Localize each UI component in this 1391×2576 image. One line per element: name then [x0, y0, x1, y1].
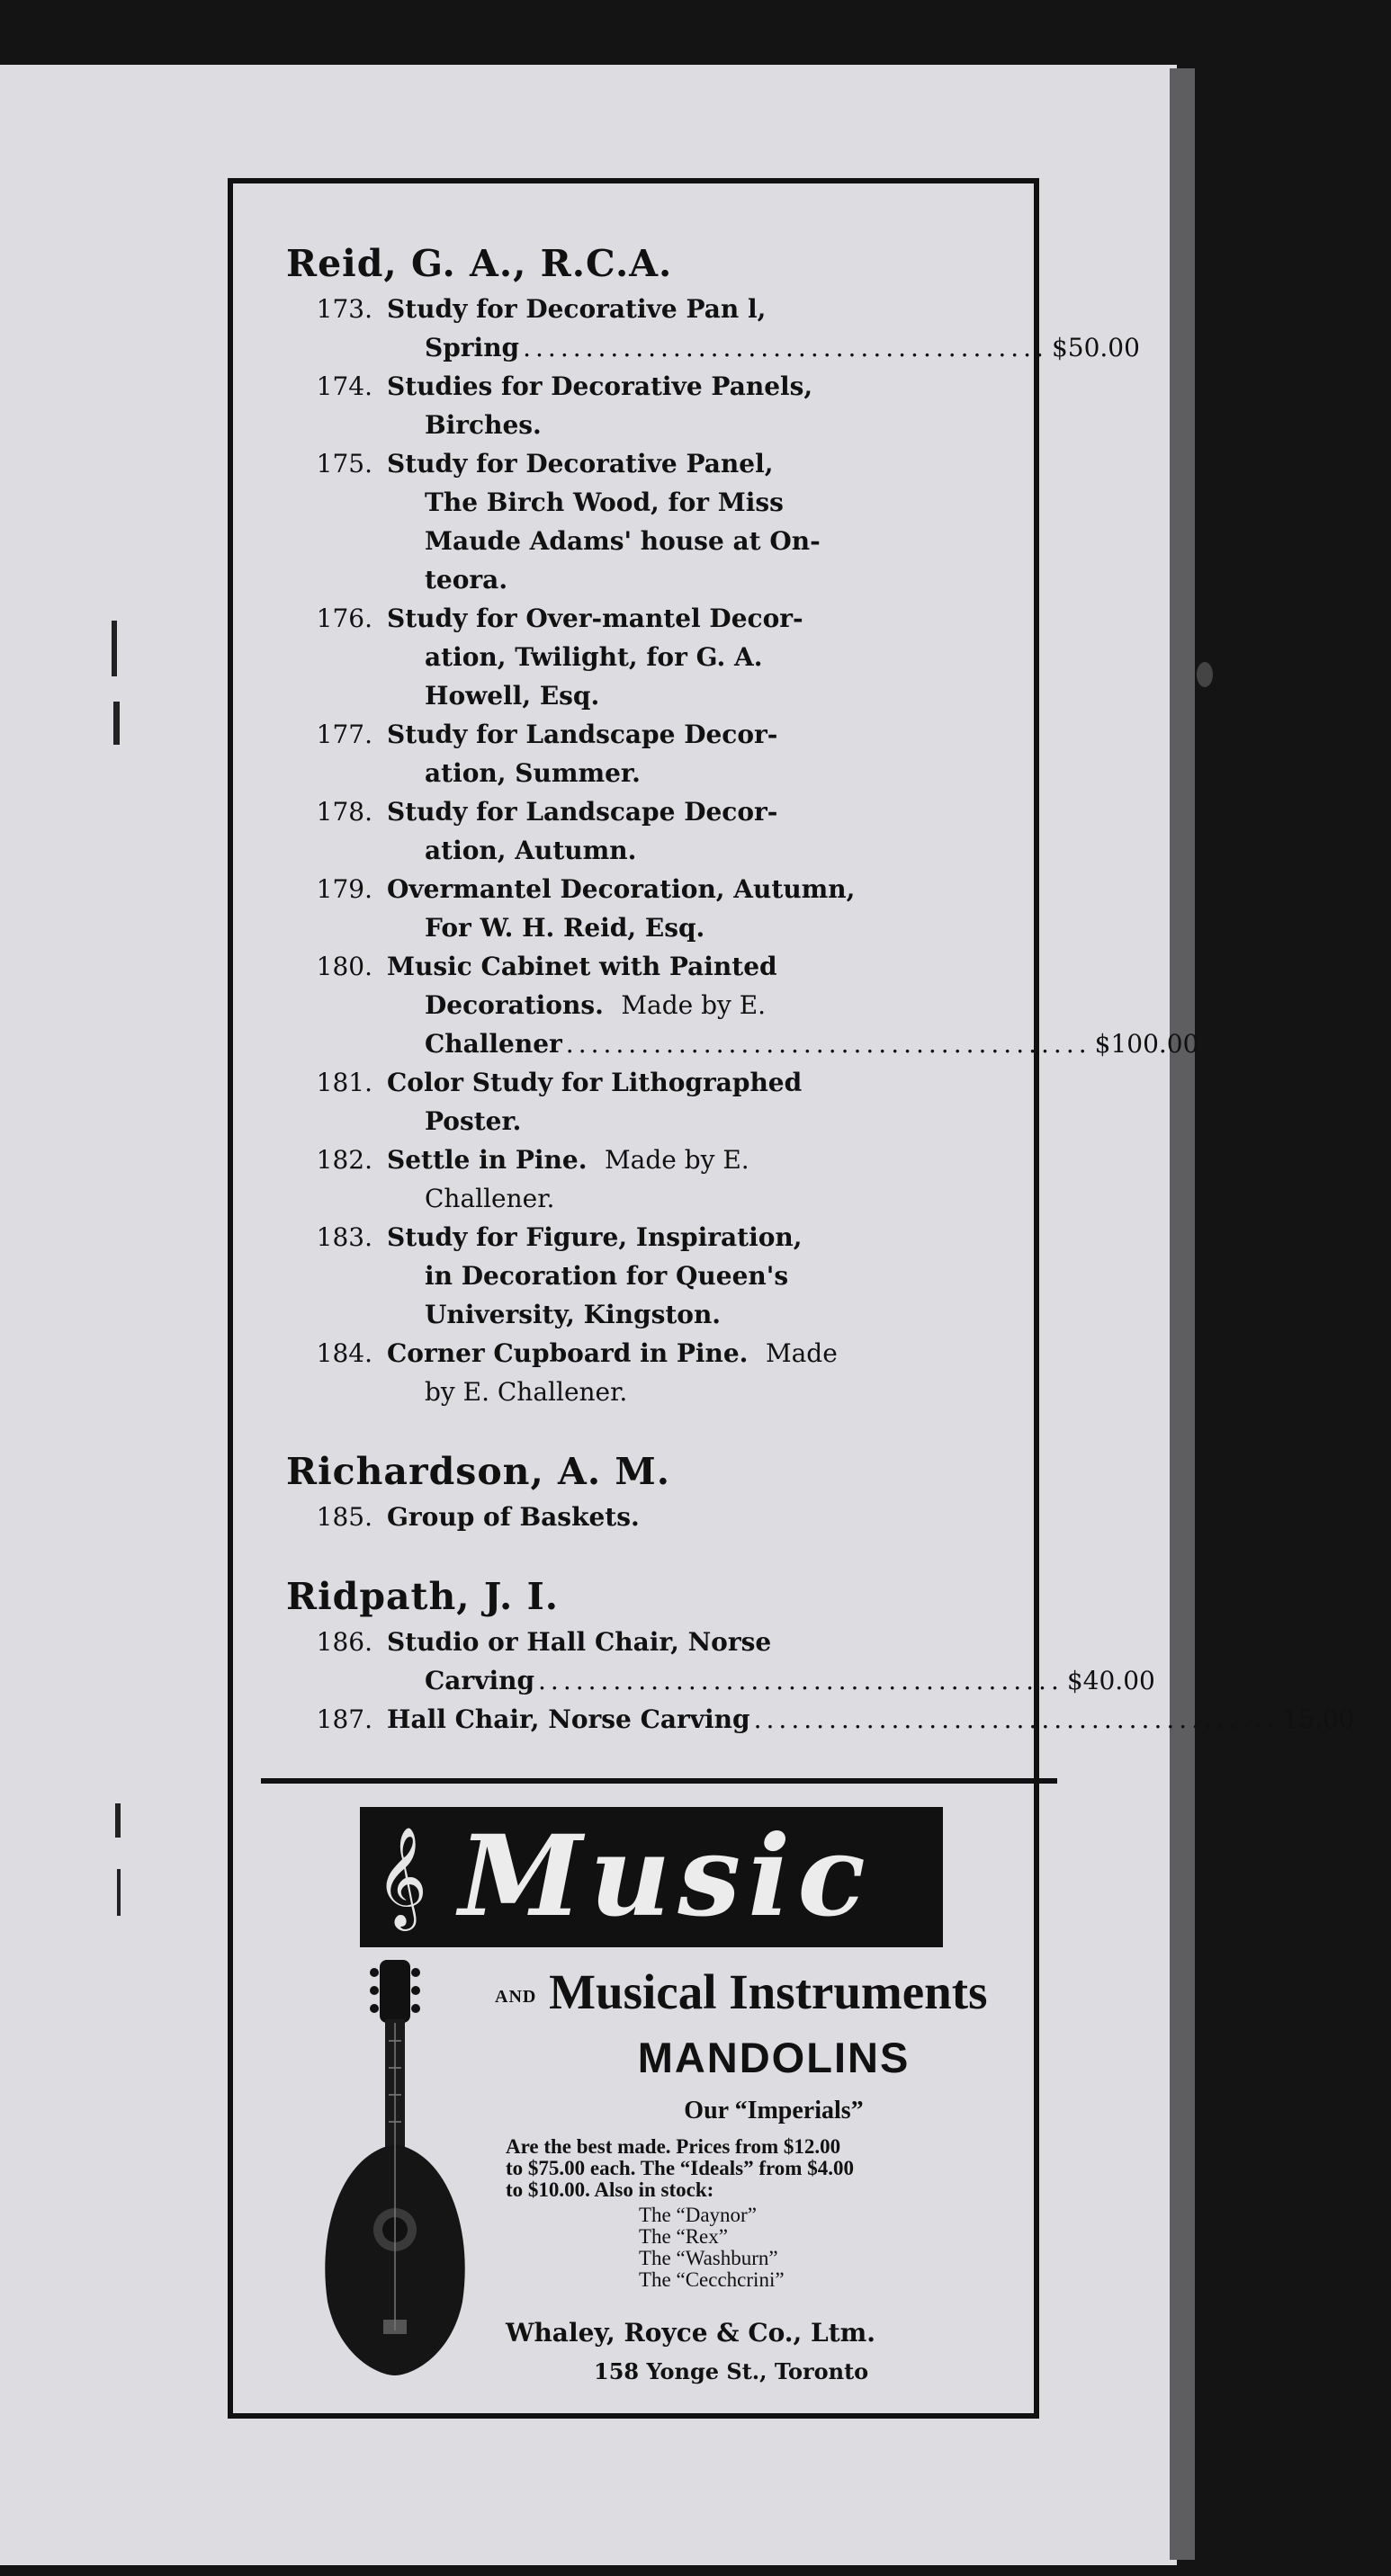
entry-line: Poster.	[425, 1106, 522, 1136]
entry-line: in Decoration for Queen's	[425, 1261, 789, 1291]
entry-text	[387, 1334, 1006, 1411]
entry-line: teora.	[425, 565, 508, 595]
entry-title: Settle in Pine.	[387, 1145, 588, 1175]
stock-item: The “Cecchcrini”	[639, 2268, 785, 2291]
entry-line: Study for Landscape Decor-	[387, 720, 778, 749]
entry-number: 173.	[316, 294, 372, 324]
entry-line: Howell, Esq.	[425, 681, 600, 711]
catalog-entry	[286, 715, 1006, 792]
margin-mark	[112, 621, 117, 676]
entry-number: 182.	[316, 1145, 372, 1175]
entry-text	[387, 367, 1006, 444]
entry-number: 185.	[316, 1502, 372, 1532]
stock-item: The “Daynor”	[639, 2204, 757, 2226]
entry-text	[387, 715, 1006, 792]
ad-description: Are the best made. Prices from $12.00 to $75.00 each. The “Ideals” from $4.00 to $10.00. Also in stock:	[506, 2135, 854, 2201]
entry-text	[387, 1063, 1006, 1140]
artist-heading: Reid, G. A., R.C.A.	[286, 242, 673, 285]
leader-dots: ..........................................	[523, 333, 1048, 362]
stock-item: The “Rex”	[639, 2225, 728, 2248]
entry-line: For W. H. Reid, Esq.	[425, 913, 705, 943]
catalog-entry	[286, 599, 1006, 715]
catalog-entry	[286, 1498, 1006, 1536]
entry-text	[387, 290, 1176, 367]
leader-dots: ..........................................	[565, 1029, 1091, 1059]
margin-speck	[1197, 662, 1213, 687]
entry-line: University, Kingston.	[425, 1300, 722, 1329]
entry-line: Birches.	[425, 410, 542, 440]
entry-text	[387, 1700, 1391, 1739]
entry-line: Color Study for Lithographed	[387, 1068, 803, 1097]
entry-line: Challener.	[425, 1184, 555, 1213]
ad-tagline: Our “Imperials”	[684, 2097, 864, 2124]
entry-line: Study for Decorative Pan l,	[387, 294, 767, 324]
entry-note: Made by E.	[621, 990, 767, 1020]
entry-line	[387, 1334, 970, 1373]
page-edge	[1170, 68, 1195, 2560]
entry-text	[387, 1218, 1006, 1334]
entry-text	[387, 947, 1234, 1063]
music-advertisement	[261, 1784, 1057, 2419]
entry-number: 178.	[316, 797, 372, 827]
entry-line: Study for Figure, Inspiration,	[387, 1222, 803, 1252]
entry-line: Study for Landscape Decor-	[387, 797, 778, 827]
ad-heading: AND Musical Instruments	[495, 1964, 988, 2019]
entry-number: 181.	[316, 1068, 372, 1097]
leader-dots: ..........................................	[538, 1666, 1063, 1695]
entry-text	[387, 1498, 1006, 1536]
catalog-entry	[286, 1063, 1006, 1140]
ad-text-block	[495, 1963, 1053, 2384]
entry-text	[387, 1140, 1006, 1218]
entry-text	[387, 870, 1006, 947]
entry-line: Music Cabinet with Painted	[387, 952, 777, 981]
stock-item: The “Washburn”	[639, 2247, 778, 2269]
banner-word: Music	[459, 1811, 873, 1942]
ad-stock-list	[495, 2205, 1053, 2291]
entry-price: $50.00	[1051, 333, 1140, 362]
catalog-entry	[286, 1218, 1006, 1334]
ad-address: 158 Yonge St., Toronto	[594, 2358, 869, 2384]
catalog-entries	[286, 237, 1355, 1739]
entry-number: 179.	[316, 874, 372, 904]
entry-line: Group of Baskets.	[387, 1502, 640, 1532]
catalog-entry	[286, 870, 1006, 947]
entry-number: 186.	[316, 1627, 372, 1657]
treble-clef-icon: 𝄞	[376, 1826, 427, 1927]
entry-number: 180.	[316, 952, 372, 981]
entry-line: Study for Over-mantel Decor-	[387, 604, 803, 633]
catalog-entry	[286, 290, 1140, 367]
ad-firm-name: Whaley, Royce & Co., Ltm.	[506, 2318, 876, 2348]
entry-price-line	[387, 1024, 1198, 1063]
catalog-entry	[286, 367, 1006, 444]
catalog-entry	[286, 1140, 1006, 1218]
entry-number: 183.	[316, 1222, 372, 1252]
catalog-entry	[286, 947, 1199, 1063]
ad-subheading: MANDOLINS	[637, 2034, 911, 2081]
entry-text	[387, 792, 1006, 870]
entry-price-line	[387, 1700, 1355, 1739]
entry-text	[387, 599, 1006, 715]
entry-line: Maude Adams' house at On-	[425, 526, 821, 556]
artist-heading: Ridpath, J. I.	[286, 1575, 560, 1618]
entry-line: The Birch Wood, for Miss	[425, 487, 784, 517]
entry-price-line	[387, 1661, 1155, 1700]
entry-line	[387, 1140, 970, 1179]
entry-number: 176.	[316, 604, 372, 633]
entry-price: 15.00	[1282, 1704, 1355, 1734]
entry-line: by E. Challener.	[425, 1377, 628, 1407]
entry-line: Overmantel Decoration, Autumn,	[387, 874, 856, 904]
entry-line	[387, 986, 1198, 1024]
entry-number: 187.	[316, 1704, 372, 1734]
entry-price-line	[387, 328, 1140, 367]
entry-line: Study for Decorative Panel,	[387, 449, 774, 479]
margin-mark	[113, 702, 120, 745]
catalog-entry	[286, 792, 1006, 870]
entry-title: Spring	[425, 333, 520, 362]
music-banner	[360, 1807, 943, 1947]
artist-heading: Richardson, A. M.	[286, 1450, 671, 1493]
entry-title: Carving	[425, 1666, 535, 1695]
entry-line: ation, Autumn.	[425, 836, 637, 865]
leader-dots: ..........................................	[753, 1704, 1279, 1734]
entry-number: 174.	[316, 371, 372, 401]
entry-line: ation, Twilight, for G. A.	[425, 642, 763, 672]
catalog-entry	[286, 1700, 1355, 1739]
entry-title: Hall Chair, Norse Carving	[387, 1704, 750, 1734]
entry-text	[387, 444, 1006, 599]
catalog-entry	[286, 444, 1006, 599]
entry-price: $100.00	[1094, 1029, 1199, 1059]
entry-number: 184.	[316, 1338, 372, 1368]
entry-note: Made by E.	[604, 1145, 749, 1175]
entry-line: ation, Summer.	[425, 758, 641, 788]
entry-title: Corner Cupboard in Pine.	[387, 1338, 749, 1368]
margin-mark	[115, 1803, 121, 1838]
entry-number: 175.	[316, 449, 372, 479]
entry-title: Decorations.	[425, 990, 604, 1020]
entry-line: Studio or Hall Chair, Norse	[387, 1627, 772, 1657]
entry-title: Challener	[425, 1029, 562, 1059]
mandolin-icon	[315, 1960, 477, 2383]
entry-price: $40.00	[1066, 1666, 1155, 1695]
catalog-entry	[286, 1623, 1155, 1700]
catalog-entry	[286, 1334, 1006, 1411]
entry-line: Studies for Decorative Panels,	[387, 371, 813, 401]
entry-text	[387, 1623, 1191, 1700]
entry-note: Made	[765, 1338, 838, 1368]
margin-mark	[117, 1869, 121, 1916]
entry-number: 177.	[316, 720, 372, 749]
